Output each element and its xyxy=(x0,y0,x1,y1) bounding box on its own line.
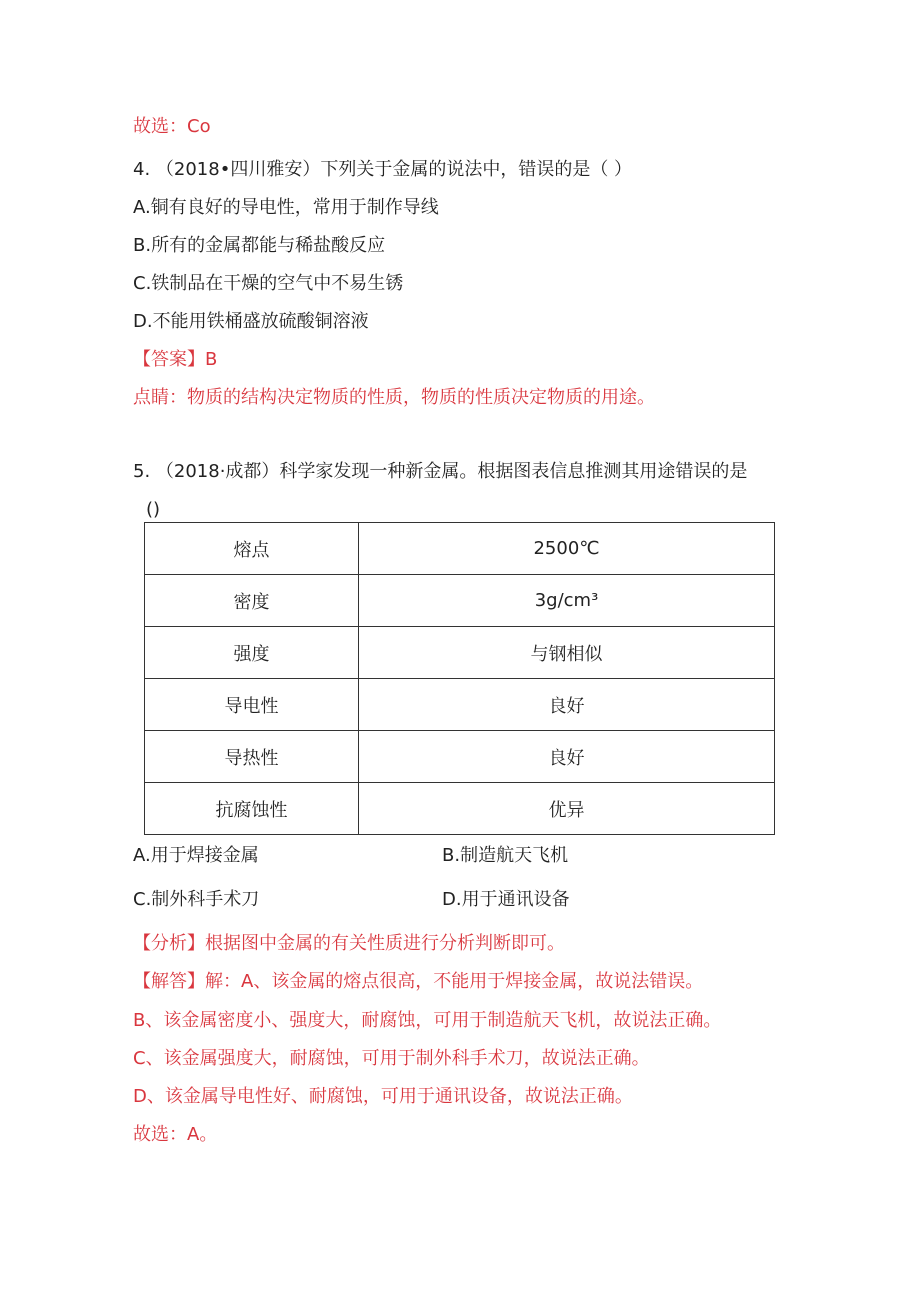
property-value: 良好 xyxy=(359,679,775,731)
q5-option-d: D.用于通讯设备 xyxy=(442,889,570,910)
q4-stem: 4. （2018•四川雅安）下列关于金属的说法中，错误的是（ ） xyxy=(133,159,633,180)
property-value: 3g/cm³ xyxy=(359,575,775,627)
q4-option-a: A.铜有良好的导电性，常用于制作导线 xyxy=(133,197,439,218)
property-value: 与钢相似 xyxy=(359,627,775,679)
q5-solution-b: B、该金属密度小、强度大，耐腐蚀，可用于制造航天飞机，故说法正确。 xyxy=(133,1010,722,1031)
q4-option-b: B.所有的金属都能与稀盐酸反应 xyxy=(133,235,386,256)
q4-option-d: D.不能用铁桶盛放硫酸铜溶液 xyxy=(133,311,369,332)
metal-properties-table xyxy=(144,522,775,835)
property-label: 抗腐蚀性 xyxy=(145,783,359,835)
q4-option-c: C.铁制品在干燥的空气中不易生锈 xyxy=(133,273,404,294)
q5-final-answer: 故选：A。 xyxy=(133,1124,218,1145)
property-value: 良好 xyxy=(359,731,775,783)
table-row xyxy=(145,679,775,731)
q5-answer-paren: () xyxy=(146,499,161,520)
q4-answer: 【答案】B xyxy=(133,349,218,370)
q5-option-b: B.制造航天飞机 xyxy=(442,845,569,866)
property-value: 优异 xyxy=(359,783,775,835)
property-label: 强度 xyxy=(145,627,359,679)
property-value: 2500℃ xyxy=(359,523,775,575)
q5-solution-a: 【解答】解：A、该金属的熔点很高，不能用于焊接金属，故说法错误。 xyxy=(133,971,704,992)
table-row xyxy=(145,783,775,835)
q4-note: 点睛：物质的结构决定物质的性质，物质的性质决定物质的用途。 xyxy=(133,387,655,408)
q5-solution-c: C、该金属强度大，耐腐蚀，可用于制外科手术刀，故说法正确。 xyxy=(133,1048,650,1069)
table-row xyxy=(145,575,775,627)
property-label: 熔点 xyxy=(145,523,359,575)
property-label: 密度 xyxy=(145,575,359,627)
table-row xyxy=(145,731,775,783)
table-row xyxy=(145,523,775,575)
q5-option-a: A.用于焊接金属 xyxy=(133,845,259,866)
table-row xyxy=(145,627,775,679)
q5-stem: 5. （2018·成都）科学家发现一种新金属。根据图表信息推测其用途错误的是 xyxy=(133,461,748,482)
q5-option-c: C.制外科手术刀 xyxy=(133,889,260,910)
q5-solution-d: D、该金属导电性好、耐腐蚀，可用于通讯设备，故说法正确。 xyxy=(133,1086,633,1107)
property-label: 导热性 xyxy=(145,731,359,783)
q5-analysis: 【分析】根据图中金属的有关性质进行分析判断即可。 xyxy=(133,933,565,954)
property-label: 导电性 xyxy=(145,679,359,731)
previous-final-answer: 故选：Co xyxy=(133,116,211,137)
